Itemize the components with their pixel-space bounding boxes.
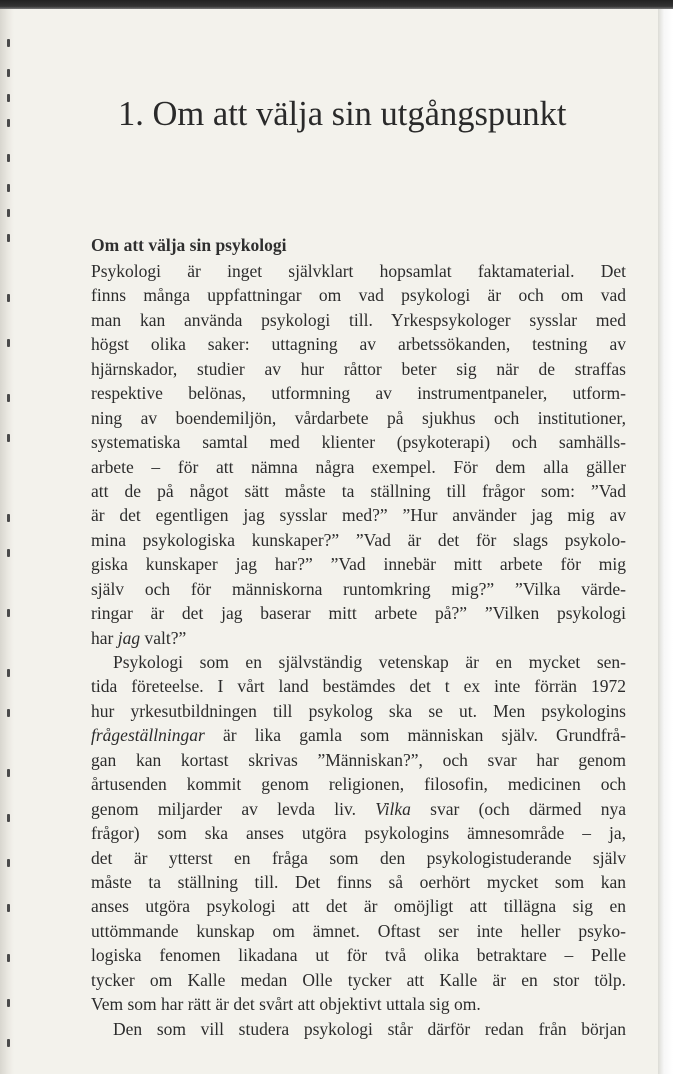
text-line: man kan använda psykologi till. Yrkespsykologer sysslar med bbox=[91, 309, 626, 330]
text-line: Psykologi som en självständig vetenskap är en mycket sen- bbox=[113, 652, 626, 672]
text-line: anses utgöra psykologi att det är omöjligt att tillägna sig en bbox=[91, 896, 626, 917]
binding-stitch bbox=[7, 69, 10, 77]
text-line: hjärnskador, studier av hur råttor beter sig när de straffas bbox=[91, 358, 626, 379]
page-right-edge bbox=[658, 9, 673, 1074]
text-line: måste ta ställning till. Det finns så oerhört mycket som kan bbox=[91, 871, 626, 892]
page-top-shadow bbox=[0, 0, 673, 9]
text-segment: genom miljarder av levda liv. bbox=[91, 798, 376, 819]
binding-stitch bbox=[7, 999, 10, 1007]
chapter-title: 1. Om att välja sin utgångspunkt bbox=[118, 95, 567, 133]
binding-stitch bbox=[7, 234, 10, 242]
text-segment: svar (och därmed nya bbox=[410, 798, 626, 819]
section-heading: Om att välja sin psykologi bbox=[91, 235, 287, 255]
text-line: frågor) som ska anses utgöra psykologins ämnesområde – ja, bbox=[91, 823, 626, 844]
binding-stitch bbox=[7, 94, 10, 102]
binding-stitch bbox=[7, 434, 10, 442]
binding-stitch bbox=[7, 1039, 10, 1047]
binding-stitch bbox=[7, 904, 10, 912]
text-line: det är ytterst en fråga som den psykologistuderande själv bbox=[91, 847, 626, 868]
binding-stitch bbox=[7, 814, 10, 822]
text-line: är det egentligen jag sysslar med?” ”Hur använder jag mig av bbox=[91, 505, 626, 526]
text-line: systematiska samtal med klienter (psykoterapi) och samhälls- bbox=[91, 432, 626, 453]
italic-emphasis: jag bbox=[117, 627, 141, 648]
binding-stitch bbox=[7, 669, 10, 677]
italic-emphasis: frågeställningar bbox=[91, 725, 205, 746]
text-line: arbete – för att nämna några exempel. För dem alla gäller bbox=[91, 456, 626, 477]
text-line bbox=[91, 723, 626, 747]
text-line: uttömmande kunskap om ämnet. Oftast ser inte heller psyko- bbox=[91, 920, 626, 941]
text-line: finns många uppfattningar om vad psykologi är och om vad bbox=[91, 285, 626, 306]
binding-stitch bbox=[7, 339, 10, 347]
text-line: Vem som har rätt är det svårt att objektivt uttala sig om. bbox=[91, 994, 481, 1015]
binding-stitch bbox=[7, 294, 10, 302]
text-line: själv och för människorna runtomkring mig?” ”Vilka värde- bbox=[91, 578, 626, 599]
text-segment: är lika gamla som människan själv. Grundfrå- bbox=[204, 725, 626, 746]
text-line: mina psykologiska kunskaper?” ”Vad är det för slags psykolo- bbox=[91, 529, 626, 550]
text-line: hur yrkesutbildningen till psykolog ska se ut. Men psykologins bbox=[91, 700, 626, 721]
text-line: Psykologi är inget självklart hopsamlat faktamaterial. Det bbox=[91, 261, 626, 281]
text-line bbox=[91, 626, 626, 650]
text-line: att de på något sätt måste ta ställning till frågor som: ”Vad bbox=[91, 480, 626, 501]
binding-stitch bbox=[7, 769, 10, 777]
text-line: respektive belönas, utformning av instrumentpaneler, utform- bbox=[91, 383, 626, 404]
binding-stitch bbox=[7, 394, 10, 402]
text-line: ringar är det jag baserar mitt arbete på?” ”Vilken psykologi bbox=[91, 603, 626, 624]
binding-stitch bbox=[7, 209, 10, 217]
binding-stitch bbox=[7, 609, 10, 617]
binding-stitch bbox=[7, 709, 10, 717]
text-segment: valt?” bbox=[140, 627, 187, 648]
text-line: Den som vill studera psykologi står därför redan från början bbox=[113, 1018, 626, 1039]
binding-edge bbox=[0, 9, 14, 1074]
binding-stitch bbox=[7, 549, 10, 557]
text-line: årtusenden kommit genom religionen, filosofin, medicinen och bbox=[91, 774, 626, 795]
binding-stitch bbox=[7, 119, 10, 127]
binding-stitch bbox=[7, 184, 10, 192]
binding-stitch bbox=[7, 39, 10, 47]
text-line bbox=[91, 797, 626, 821]
text-line: gan kan kortast skrivas ”Människan?”, och svar har genom bbox=[91, 749, 626, 770]
binding-stitch bbox=[7, 954, 10, 962]
binding-stitch bbox=[7, 154, 10, 162]
text-line: tida företeelse. I vårt land bestämdes det t ex inte förrän 1972 bbox=[91, 676, 626, 697]
text-line: ning av boendemiljön, vårdarbete på sjukhus och institutioner, bbox=[91, 407, 626, 428]
italic-emphasis: Vilka bbox=[375, 798, 411, 819]
text-line: giska kunskaper jag har?” ”Vad innebär mitt arbete för mig bbox=[91, 554, 626, 575]
text-line: tycker om Kalle medan Olle tycker att Kalle är en stor tölp. bbox=[91, 969, 626, 990]
body-text bbox=[91, 259, 626, 1041]
binding-stitch bbox=[7, 514, 10, 522]
binding-stitch bbox=[7, 859, 10, 867]
text-segment: har bbox=[91, 627, 118, 648]
text-line: logiska fenomen likadana ut för två olika betraktare – Pelle bbox=[91, 945, 626, 966]
text-line: högst olika saker: uttagning av arbetssökanden, testning av bbox=[91, 334, 626, 355]
